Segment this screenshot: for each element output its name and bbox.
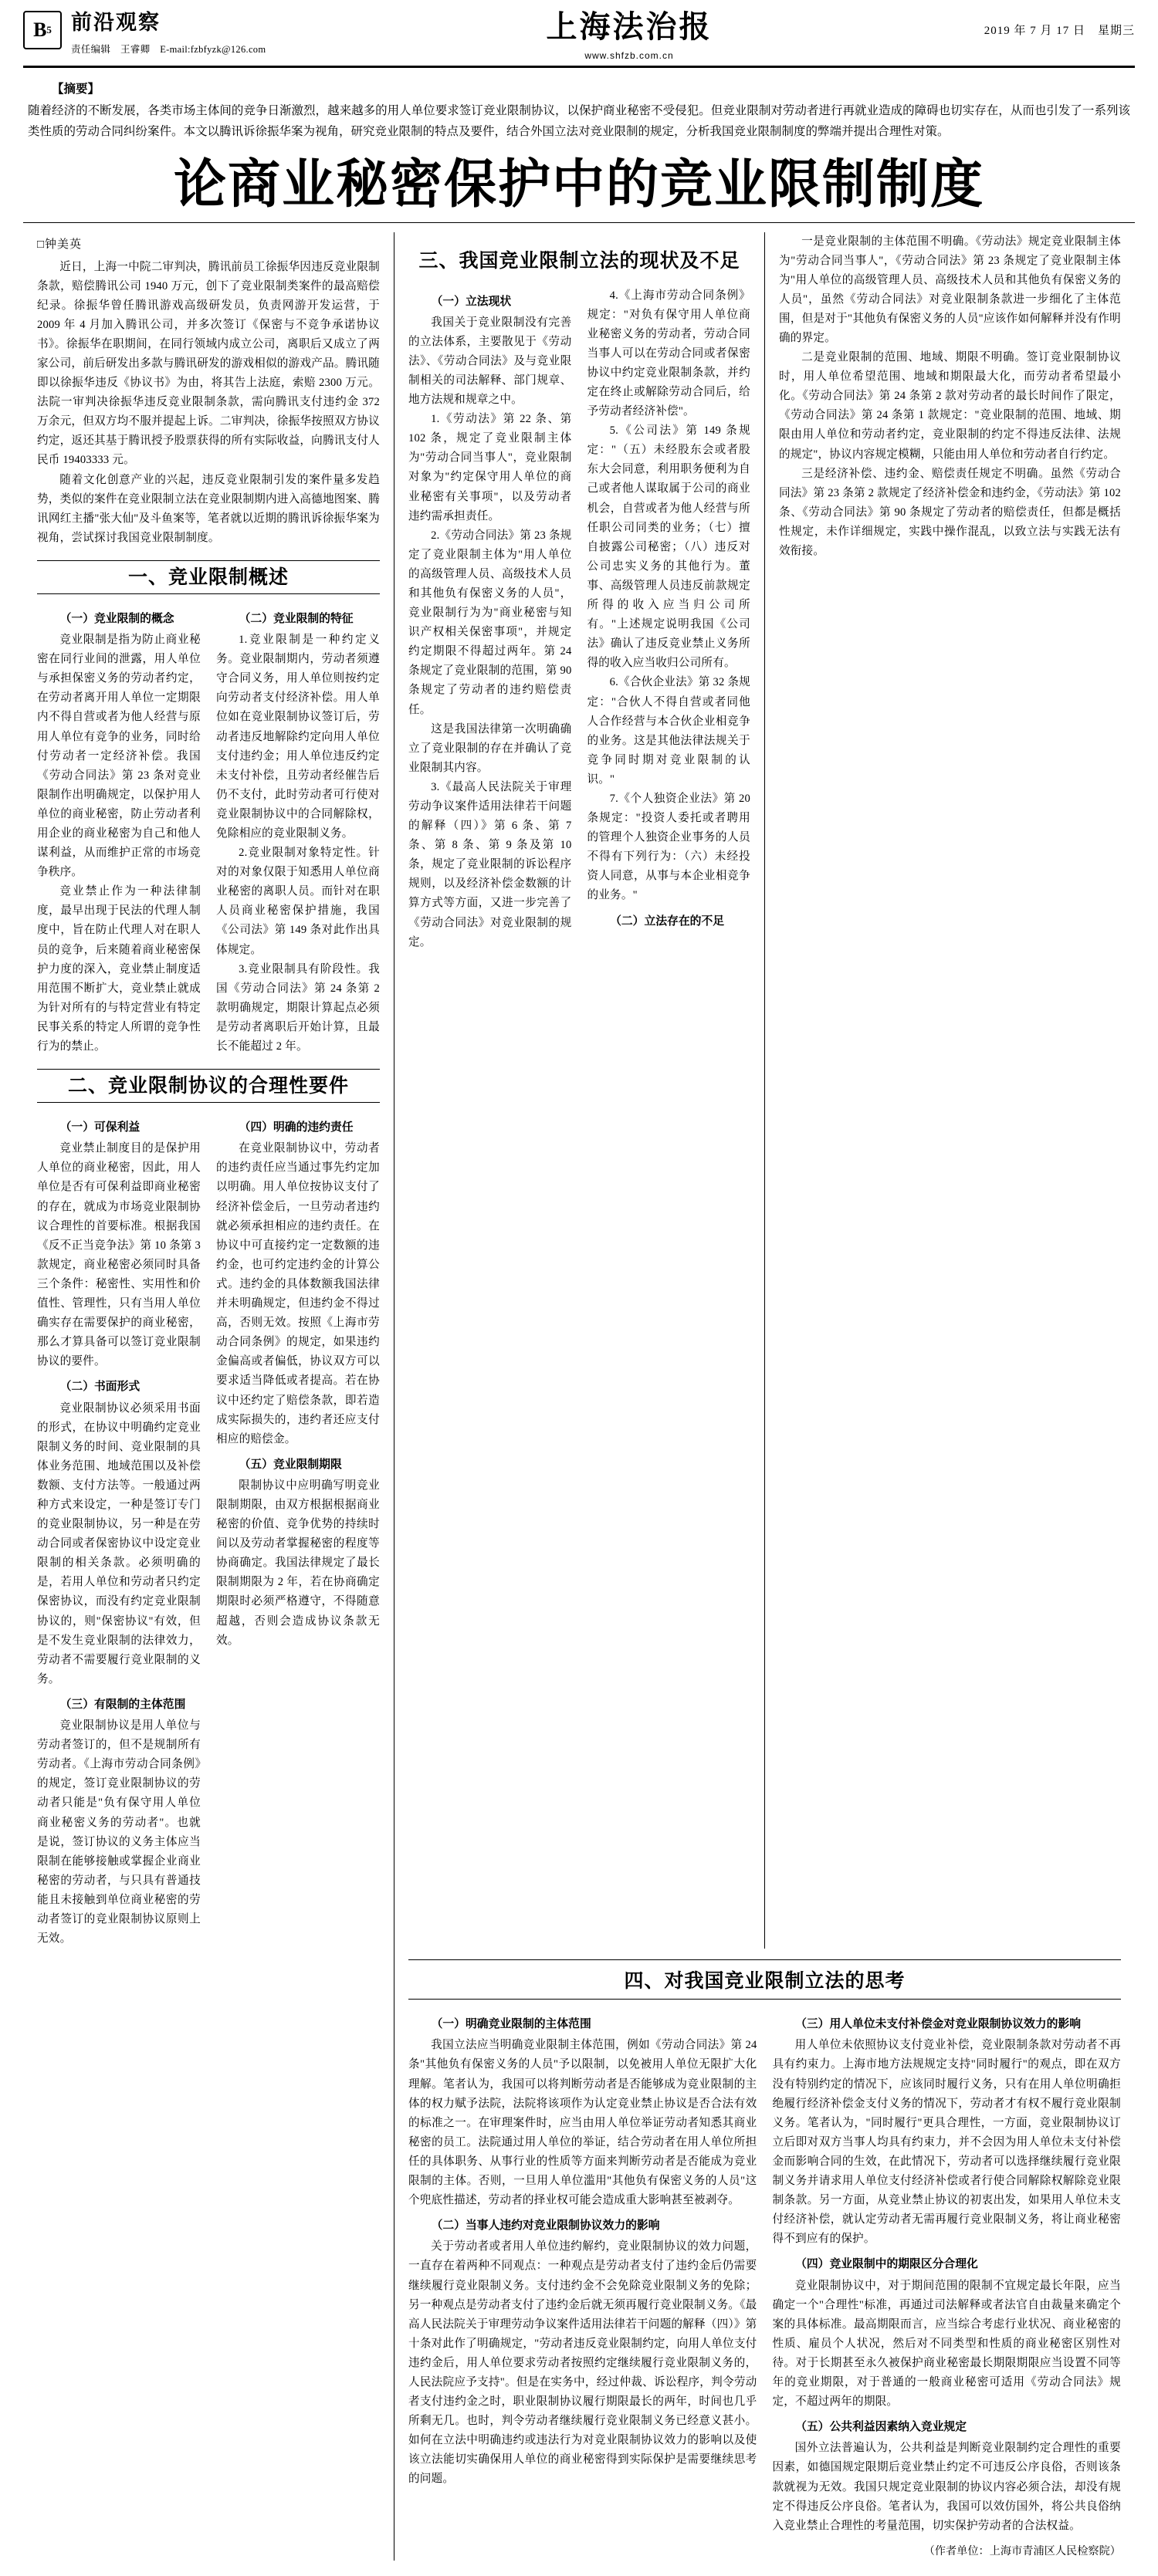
section-3-sub-2-title: （二）立法存在的不足 [610,914,725,928]
section-2-sub-2-title: （二）书面形式 [59,1381,141,1394]
section-2-left [37,1112,208,1949]
abstract-paragraph [28,79,1130,143]
section-3-deficiency-3: 三是经济补偿、违约金、赔偿责任规定不明确。虽然《劳动合同法》第 23 条第 2 款规定了经济补偿金和违约金，《劳动法》第 102 条、《劳动合同法》第 90 条规定了劳动者的赔偿责任，但都是概括性规定，未作详细规定，实践中操作混乱，以致立法与实践无法有效衔接。 [778,467,1121,558]
page-badge-number: 5 [46,24,52,35]
section-1-sub-1-title: （一）竞业限制的概念 [59,612,174,625]
section-1-sub-2-p1: 1.竞业限制是一种约定义务。竞业限制期内，劳动者须遵守合同义务，用人单位则按约定向劳动者支付经济补偿。用人单位如在竞业限制协议签订后，劳动者违反地解除约定向用人单位支付违约金；用人单位违反约定未支付补偿，且劳动者经催告后仍不支付，此时劳动者可行使对竞业限制协议中的合同解除权，免除相应的竞业限制义务。 [215,634,380,840]
section-2-sub-4-title: （四）明确的违约责任 [239,1121,354,1134]
section-3-item-4: 3.《最高人民法院关于审理劳动争议案件适用法律若干问题的解释（四）》第 6 条、第 7 条、第 8 条、第 9 条及第 10 条，规定了竞业限制的诉讼程序规则，以及经济补偿金数额的计算方式等方面，又进一步完善了《劳动合同法》对竞业限制的规定。 [408,780,572,948]
section-3-title: 三、我国竞业限制立法的现状及不足 [418,248,740,272]
section-1-sub-1-p1: 竞业限制是指为防止商业秘密在同行业间的泄露，用人单位与承担保密义务的劳动者约定，在劳动者离开用人单位一定期限内不得自营或者为他人经营与原用人单位有竞争的业务，同时给付劳动者一定经济补偿。我国《劳动合同法》第 23 条对竞业限制作出明确规定，以保护用人单位的商业秘密，防止劳动者利用企业的商业秘密为自己和他人谋利益，从而维护正常的市场竞争秩序。 [37,634,201,879]
author-signoff: （作者单位：上海市青浦区人民检察院） [923,2544,1121,2557]
intro-paragraph-2: 随着文化创意产业的兴起，违反竞业限制引发的案件量多发趋势，类似的案件在竞业限制立法在竞业限制期内进入高德地图案、腾讯网红主播"张大仙"及斗鱼案等，笔者就以近期的腾讯诉徐振华案为视角，尝试探讨我国竞业限制制度。 [37,473,380,544]
section-3-deficiency-2: 二是竞业限制的范围、地域、期限不明确。签订竞业限制协议时，用人单位希望范围、地域和期限最大化，而劳动者希望最小化。《劳动合同法》第 24 条第 2 款对劳动者的最长时间作了限定，《劳动合同法》第 24 条第 1 款规定："竞业限制的范围、地域、期限由用人单位和劳动者约定，竞业限制的约定不得违反法律、法规的规定"，协议内容规定模糊，只能由用人单位和劳动者自行约定。 [778,351,1121,461]
paper-title: 上海法治报 [546,9,713,44]
section-1-sub-2-title: （二）竞业限制的特征 [239,612,354,625]
section-3-item-2: 2.《劳动合同法》第 23 条规定了竞业限制主体为"用人单位的高级管理人员、高级技术人员和其他负有保密义务的人员"，竞业限制行为为"商业秘密与知识产权相关保密事项"，并规定约定期限不得超过两年。第 24 条规定了竞业限制的范围，第 90 条规定了劳动者的违约赔偿责任。 [408,529,572,716]
column-1 [23,232,394,1949]
section-3-item-6: 5.《公司法》第 149 条规定："（五）未经股东会或者股东大会同意，利用职务便利为自己或者他人谋取属于公司的商业机会，自营或者为他人经营与所任职公司同类的业务；（七）擅自披露公司秘密；（八）违反对公司忠实义务的其他行为。董事、高级管理人员违反前款规定所得的收入应当归公司所有。"上述规定说明我国《公司法》确认了违反竞业禁止义务所得的收入应当收归公司所有。 [587,424,750,670]
headline-divider [23,222,1135,223]
section-4-spacer [23,1949,394,2561]
section-4-sub-2-title: （二）当事人违约对竞业限制协议效力的影响 [431,2219,660,2233]
abstract-block [23,79,1135,143]
section-4-container [394,1949,1135,2561]
section-3-left [408,286,579,952]
section-2-sub-3-title: （三）有限制的主体范围 [59,1698,186,1711]
section-1-sub-2-p3: 3.竞业限制具有阶段性。我国《劳动合同法》第 24 条第 2 款明确规定，期限计算起点必须是劳动者离职后开始计算，且最长不能超过 2 年。 [215,962,380,1053]
section-2-sub-1-title: （一）可保利益 [59,1121,141,1134]
section-3-deficiency-1: 一是竞业限制的主体范围不明确。《劳动法》规定竞业限制主体为"劳动合同当事人"，《劳动合同法》第 23 条规定了竞业限制主体为"用人单位的高级管理人员、高级技术人员和其他负有保密义务的人员"，虽然《劳动合同法》对竞业限制条款进一步细化了主体范围，但是对于"其他负有保密义务的人员"应该作如何解释并没有作明确的界定。 [778,235,1121,344]
section-4-sub-1-title: （一）明确竞业限制的主体范围 [431,2018,591,2031]
section-4-sub-4-title: （四）竞业限制中的期限区分合理化 [795,2258,978,2271]
section-4-sub-2-p1: 关于劳动者或者用人单位违约解约，竞业限制协议的效力问题，一直存在着两种不同观点：一种观点是劳动者支付了违约金后仍需要继续履行竞业限制义务。支付违约金不会免除竞业限制义务的免除；另一种观点是劳动者支付了违约金后就无须再履行竞业限制义务。《最高人民法院关于审理劳动争议案件适用法律若干问题的解释（四）》第十条对此作了明确规定，"劳动者违反竞业限制约定，向用人单位支付违约金后，用人单位要求劳动者按照约定继续履行竞业限制义务的，人民法院应予支持"。但是在实务中，经过仲裁、诉讼程序，判令劳动者支付违约金之时，职业限制协议履行期限最长的两年，时间也几乎所剩无几。也时，判令劳动者继续履行竞业限制义务已经意义甚小。如何在立法中明确违约或违法行为对竞业限制协议效力的影响以及使该立法能切实确保用人单位的商业秘密得到实际保护是需要继续思考的问题。 [408,2240,757,2486]
editor-line: 责任编辑 王睿卿 E-mail:fzbfyzk@126.com [71,43,266,55]
column-2 [394,232,764,1949]
section-1-sub-2 [208,603,380,1056]
section-2-sub-3-p1: 竞业限制协议是用人单位与劳动者签订的，但不是规制所有劳动者。《上海市劳动合同条例》的规定，签订竞业限制协议的劳动者只能是"负有保守用人单位商业秘密义务的劳动者"。也就是说，签订协议的义务主体应当限制在能够接触或掌握企业商业秘密的劳动者，与只具有普通技能且未接触到单位商业秘密的劳动者签订的竞业限制协议原则上无效。 [37,1719,201,1946]
issue-date: 2019 年 7 月 17 日 星期三 [984,25,1135,37]
section-3-item-8: 7.《个人独资企业法》第 20 条规定："投资人委托或者聘用的管理个人独资企业事务的人员不得有下列行为：（六）未经投资人同意，从事与本企业相竞争的业务。" [587,792,750,902]
section-4-sub-3-p1: 用人单位未依照协议支付竞业补偿，竞业限制条款对劳动者不再具有约束力。上海市地方法规规定支持"同时履行"的观点，即在双方没有特别约定的情况下，应该同时履行义务，只有在用人单位明确拒绝履行经济补偿金支付义务的情况下，劳动者才有权不履行竞业限制义务。笔者认为，"同时履行"更具合理性，一方面，竞业限制协议订立后即对双方当事人均具有约束力，并不会因为用人单位未支付补偿金而影响合同的生效，在此情况下，劳动者可以选择继续履行竞业限制义务并请求用人单位支付经济补偿或者行使合同解除权解除竞业限制条款。另一方面，从竞业禁止协议的初衷出发，如果用人单位未支付经济补偿，就认定劳动者无需再履行竞业限制义务，将让商业秘密得不到应有的保护。 [772,2039,1121,2246]
section-1-title: 一、竞业限制概述 [37,560,380,594]
section-1-sub-1 [37,603,208,1056]
section-4-sub-3-title: （三）用人单位未支付补偿金对竞业限制协议效力的影响 [795,2018,1081,2031]
section-4-wrapper [23,1949,1135,2561]
section-3-item-5: 4.《上海市劳动合同条例》规定："对负有保守用人单位商业秘密义务的劳动者，劳动合同当事人可以在劳动合同或者保密协议中约定竞业限制条款，并约定在终止或解除劳动合同后，给予劳动者经济补偿"。 [587,289,750,418]
section-3-intro: 我国关于竞业限制没有完善的立法体系，主要散见于《劳动法》、《劳动合同法》及与竞业限制相关的司法解释、部门规章、地方法规和规章之中。 [408,316,572,407]
section-4-sub-5-p1: 国外立法普遍认为，公共利益是判断竞业限制约定合理性的重要因素，如德国规定限期后竞业禁止约定不可违反公序良俗，否则该条款就视为无效。我国只规定竞业限制的协议内容必须合法，却没有规定不得违反公序良俗。笔者认为，我国可以效仿国外，将公共良俗纳入竞业禁止合理性的考量范围，切实保护劳动者的合法权益。 [772,2442,1121,2532]
paper-url: www.shfzb.com.cn [584,50,674,61]
page-number-badge [23,11,62,49]
section-2-sub-1-p1: 竞业禁止制度目的是保护用人单位的商业秘密，因此，用人单位是否有可保利益即商业秘密的存在，就成为市场竞业限制协议合理性的首要标准。根据我国《反不正当竞争法》第 10 条第 3 款规定，商业秘密必须同时具备三个条件：秘密性、实用性和价值性、管理性，只有当用人单位确实存在需要保护的商业秘密，那么才算具备可以签订竞业限制协议的要件。 [37,1142,201,1368]
section-4-columns [408,2009,1121,2561]
intro-paragraph-1: 近日，上海一中院二审判决，腾讯前员工徐振华因违反竞业限制条款，赔偿腾讯公司 1940 万元，创下了竞业限制类案件的最高赔偿纪录。徐振华曾任腾讯游戏高级研发员，负责网游开发运营，于 2009 年 4 月加入腾讯公司，并多次签订《保密与不竞争承诺协议书》。徐振华在职期间，在同行领域内成立公司，离职后又成立了两家公司，前后研发出多款与腾讯研发的游戏相似的游戏产品。腾讯随即以徐振华违反《协议书》为由，将其告上法庭，索赔 2300 万元。法院一审判决徐振华违反竞业限制条款，需向腾讯支付违约金 372 万余元，但双方均不服并提起上诉。二审判决，徐振华按照双方协议约定，返还其基于腾讯授予股票获得的所有实际收益，向腾讯支付人民币 19403333 元。 [37,260,380,467]
masthead-right [903,11,1135,38]
section-4-right [764,2009,1120,2561]
section-name: 前沿观察 [71,11,161,35]
section-1-sub-2-p2: 2.竞业限制对象特定性。针对的对象仅限于知悉用人单位商业秘密的离职人员。而针对在职人员商业秘密保护措施，我国《公司法》第 149 条对此作出具体规定。 [215,847,380,956]
section-3-mid [579,286,750,952]
page-badge-letter: B [33,19,47,41]
section-4-sub-1-p1: 我国立法应当明确竞业限制主体范围，例如《劳动合同法》第 24 条"其他负有保密义务的人员"予以限制，以免被用人单位无限扩大化理解。笔者认为，我国可以将判断劳动者是否能够成为竞业限制的主体的权力赋予法院，法院将该项作为认定竞业禁止协议是否合法有效的标准之一。在审理案件时，应当由用人单位举证劳动者知悉其商业秘密的员工。法院通过用人单位的举证，结合劳动者在用人单位所担任的具体职务、从事行业的性质等方面来判断劳动者是否能成为竞业限制的主体。否则，一旦用人单位滥用"其他负有保密义务的人员"这个兜底性描述，劳动者的择业权可能会造成重大影响甚至被剥夺。 [408,2039,757,2207]
section-2-sub-5-p1: 限制协议中应明确写明竞业限制期限，由双方根据根据商业秘密的价值、竞争优势的持续时间以及劳动者掌握秘密的程度等协商确定。我国法律规定了最长限制期限为 2 年，若在协商确定期限时必须严格遵守，不得随意超越，否则会造成协议条款无效。 [215,1479,380,1647]
masthead [23,11,1135,68]
section-4-left [408,2009,764,2561]
section-4-sub-5-title: （五）公共利益因素纳入竞业规定 [795,2421,967,2434]
masthead-center [355,11,903,61]
section-3-item-3: 这是我国法律第一次明确确立了竞业限制的存在并确认了竞业限制其内容。 [408,722,572,774]
section-2-title: 二、竞业限制协议的合理性要件 [37,1069,380,1103]
page-title: 论商业秘密保护中的竞业限制制度 [173,154,984,215]
abstract-text: 随着经济的不断发展，各类市场主体间的竞争日渐激烈，越来越多的用人单位要求签订竞业限制协议，以保护商业秘密不受侵犯。但竞业限制对劳动者进行再就业造成的障碍也切实存在，从而也引发了一系列该类性质的劳动合同纠纷案件。本文以腾讯诉徐振华案为视角，研究竞业限制的特点及要件，结合外国立法对竞业限制的规定，分析我国竞业限制制度的弊端并提出合理性对策。 [28,103,1130,139]
section-3-item-7: 6.《合伙企业法》第 32 条规定："合伙人不得自营或者同他人合作经营与本合伙企业相竞争的业务。这是其他法律法规关于竞争同时期对竞业限制的认识。" [587,676,750,786]
section-4-title: 四、对我国竞业限制立法的思考 [408,1959,1121,2000]
masthead-left-text [71,11,266,56]
column-3 [764,232,1135,1949]
section-2-sub-2-p1: 竞业限制协议必须采用书面的形式，在协议中明确约定竞业限制义务的时间、竞业限制的具体业务范围、地域范围以及补偿数额、支付方法等。一般通过两种方式来设定，一种是签订专门的竞业限制协议，另一种是在劳动合同或者保密协议中设定竞业限制的相关条款。必须明确的是，若用人单位和劳动者只约定保密协议，而没有约定竞业限制协议的，则"保密协议"有效，但是不发生竞业限制的法律效力，劳动者不需要履行竞业限制的义务。 [37,1401,201,1685]
section-2-subcolumns [37,1112,380,1949]
section-3-subcolumns [408,286,750,952]
section-4-sub-4-p1: 竞业限制协议中，对于期间范围的限制不宜规定最长年限，应当确定一个"合理性"标准，再通过司法解释或者法官自由裁量来确定个案的具体标准。最高期限而言，应当综合考虑行业状况、商业秘密的性质、雇员个人状况，然后对不同类型和性质的商业秘密区别性对待。对于长期甚至永久被保护商业秘密最长期限期限应当设置不同等年的竞业期限，对于普通的一般商业秘密可适用《劳动合同法》规定，不超过两年的期限。 [772,2279,1121,2409]
section-1-sub-1-p2: 竞业禁止作为一种法律制度，最早出现于民法的代理人制度中，旨在防止代理人对在职人员的竞争，后来随着商业秘密保护力度的深入，竞业禁止制度适用范围不断扩大，竞业禁止就成为针对所有的与特定营业有特定民事关系的特定人所谓的竞争性行为的禁止。 [37,885,201,1053]
section-3-sub-1-title: （一）立法现状 [431,295,512,308]
section-2-sub-5-title: （五）竞业限制期限 [239,1458,342,1471]
section-3-item-1: 1.《劳动法》第 22 条、第 102 条，规定了竞业限制主体为"劳动合同当事人"，竞业限制对象为"约定保守用人单位的商业秘密有关事项"，以及劳动者违约需承担责任。 [408,413,572,522]
article-columns [23,232,1135,1949]
section-1-subcolumns [37,603,380,1056]
byline: □钟美英 [37,238,83,251]
section-2-sub-4-p1: 在竞业限制协议中，劳动者的违约责任应当通过事先约定加以明确。用人单位按协议支付了经济补偿金后，一旦劳动者违约就必须承担相应的违约责任。在协议中可直接约定一定数额的违约金，也可约定违约金的计算公式。违约金的具体数额我国法律并未明确规定，但违约金不得过高，否则无效。按照《上海市劳动合同条例》的规定，如果违约金偏高或者偏低，协议双方可以要求适当降低或者提高。若在协议中还约定了赔偿条款，即若造成实际损失的，违约者还应支付相应的赔偿金。 [215,1142,380,1445]
masthead-left [23,11,355,56]
section-2-right [208,1112,380,1949]
abstract-tag: 【摘要】 [52,83,100,96]
